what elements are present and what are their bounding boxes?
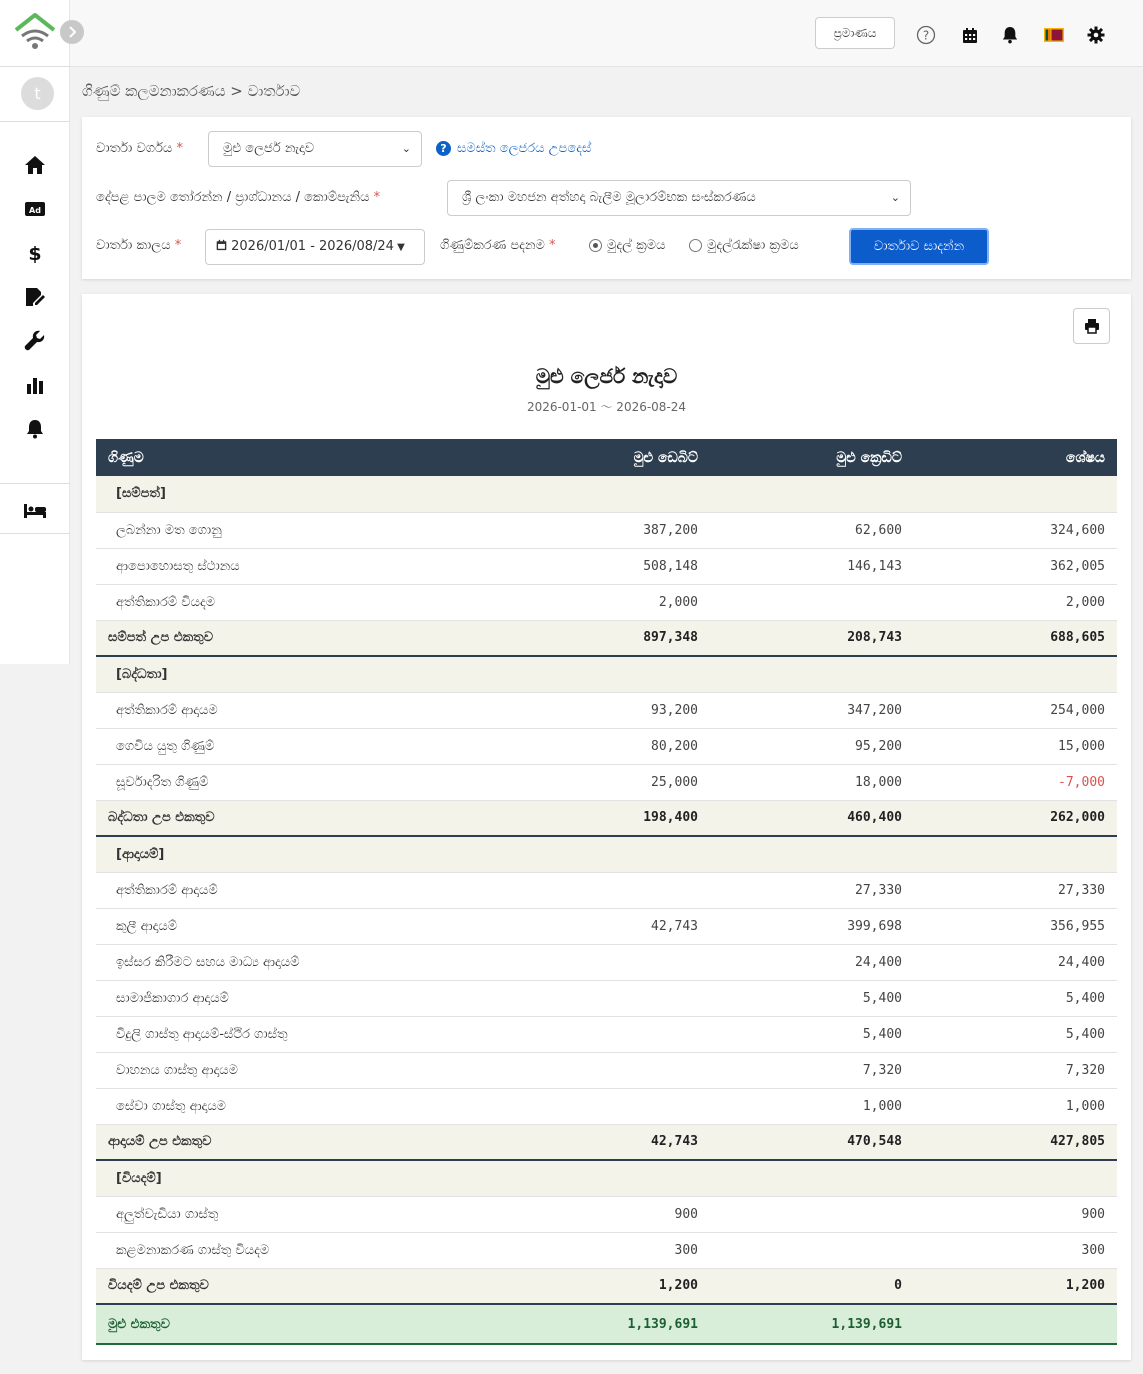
- balance-value: 324,600: [914, 512, 1117, 548]
- help-icon: ?: [436, 141, 451, 156]
- balance-value: 262,000: [914, 800, 1117, 836]
- balance-value: 362,005: [914, 548, 1117, 584]
- account-name: ලබන්නා මත ගොනු: [96, 512, 506, 548]
- filter-panel: [82, 117, 1131, 279]
- debit-value: 900: [506, 1196, 710, 1232]
- subtotal-row: [96, 1124, 1117, 1160]
- bed-icon[interactable]: [23, 499, 47, 523]
- category-name: [වියදම්]: [96, 1160, 1117, 1196]
- balance-value: 2,000: [914, 584, 1117, 620]
- table-row[interactable]: [96, 764, 1117, 800]
- table-header: [96, 439, 1117, 476]
- ledger-body: [96, 476, 1117, 1344]
- account-name: වියදම් උප එකතුව: [96, 1268, 506, 1304]
- account-name: ඉස්සර කිරීමට සහය මාධ්‍ය ආදායම්: [96, 944, 506, 980]
- credit-value: 1,000: [710, 1088, 914, 1124]
- account-name: අලුත්වැඩියා ගාස්තු: [96, 1196, 506, 1232]
- credit-value: [710, 1232, 914, 1268]
- home-icon[interactable]: [23, 153, 47, 177]
- account-name: සාමාජිකාගාර ආදායම්: [96, 980, 506, 1016]
- category-row: [96, 476, 1117, 512]
- debit-value: 42,743: [506, 908, 710, 944]
- credit-value: 208,743: [710, 620, 914, 656]
- subtotal-row: [96, 1268, 1117, 1304]
- credit-value: 5,400: [710, 980, 914, 1016]
- debit-value: 2,000: [506, 584, 710, 620]
- company-select[interactable]: ශ්‍රී ලංකා මහජන අත්හදා බැලීම මූලාරම්භක සංස්කරණය ⌄: [447, 180, 911, 216]
- report-period: 2026-01-01 〜 2026-08-24: [526, 400, 687, 414]
- debit-value: 80,200: [506, 728, 710, 764]
- ad-icon[interactable]: [23, 197, 47, 221]
- credit-value: 460,400: [710, 800, 914, 836]
- radio-checked-icon: [589, 239, 602, 252]
- credit-value: 399,698: [710, 908, 914, 944]
- table-row[interactable]: [96, 1232, 1117, 1268]
- credit-value: 62,600: [710, 512, 914, 548]
- expand-sidebar-button[interactable]: [60, 20, 84, 44]
- category-row: [96, 656, 1117, 692]
- credit-value: 347,200: [710, 692, 914, 728]
- table-row[interactable]: [96, 944, 1117, 980]
- balance-value: 15,000: [914, 728, 1117, 764]
- balance-value: 5,400: [914, 980, 1117, 1016]
- sri-lanka-flag-icon[interactable]: [1043, 24, 1065, 46]
- table-row[interactable]: [96, 1196, 1117, 1232]
- account-name: අත්තිකාරම් ආදායම: [96, 692, 506, 728]
- report-type-label: වාර්තා වර්ගය *: [96, 141, 183, 156]
- debit-value: 25,000: [506, 764, 710, 800]
- balance-value: 7,320: [914, 1052, 1117, 1088]
- debit-value: 198,400: [506, 800, 710, 836]
- table-row[interactable]: [96, 872, 1117, 908]
- table-row[interactable]: [96, 1088, 1117, 1124]
- debit-value: 897,348: [506, 620, 710, 656]
- sidebar: [0, 0, 70, 664]
- balance-value: 254,000: [914, 692, 1117, 728]
- debit-value: [506, 980, 710, 1016]
- table-row[interactable]: [96, 1016, 1117, 1052]
- debit-value: [506, 1088, 710, 1124]
- gear-icon[interactable]: [1085, 24, 1107, 46]
- grand-total-row: [96, 1304, 1117, 1344]
- subtotal-row: [96, 800, 1117, 836]
- breadcrumb: ගිණුම් කලමනාකරණය > වාර්තාව: [82, 82, 301, 100]
- debit-value: [506, 944, 710, 980]
- debit-value: 1,200: [506, 1268, 710, 1304]
- account-name: බද්ධතා උප එකතුව: [96, 800, 506, 836]
- category-name: [ආදායම්]: [96, 836, 1117, 872]
- divider: [0, 66, 70, 67]
- debit-value: 300: [506, 1232, 710, 1268]
- balance-value: 427,805: [914, 1124, 1117, 1160]
- account-name: අත්තිකාරම් ආදායම්: [96, 872, 506, 908]
- basis-cash-radio[interactable]: මුදල් ක්‍රමය: [589, 238, 665, 253]
- credit-value: 24,400: [710, 944, 914, 980]
- category-row: [96, 1160, 1117, 1196]
- period-label: වාර්තා කාලය *: [96, 238, 182, 253]
- generate-report-button[interactable]: වාර්තාව සාදන්න: [849, 228, 989, 265]
- basis-label: ගිණුම්කරණ පදනම *: [440, 238, 556, 253]
- debit-value: 1,139,691: [506, 1304, 710, 1344]
- debit-value: [506, 1016, 710, 1052]
- radio-unchecked-icon: [689, 239, 702, 252]
- table-row[interactable]: [96, 980, 1117, 1016]
- table-row[interactable]: [96, 728, 1117, 764]
- table-row[interactable]: [96, 692, 1117, 728]
- debit-value: 42,743: [506, 1124, 710, 1160]
- logo-icon[interactable]: [14, 12, 56, 52]
- credit-value: 27,330: [710, 872, 914, 908]
- balance-value: 900: [914, 1196, 1117, 1232]
- account-name: කළමනාකරණ ගාස්තු වියදම: [96, 1232, 506, 1268]
- account-name: මුළු එකතුව: [96, 1304, 506, 1344]
- printer-icon: [1084, 318, 1100, 334]
- balance-value: -7,000: [914, 764, 1117, 800]
- credit-value: 5,400: [710, 1016, 914, 1052]
- help-link[interactable]: ? සමස්ත ලෙජරය උපදෙස්: [436, 141, 591, 156]
- table-row[interactable]: [96, 908, 1117, 944]
- account-name: ගෙවිය යුතු ගිණුම්: [96, 728, 506, 764]
- report-type-select[interactable]: මුළු ලෙජර් නැදාව ⌄: [208, 131, 422, 167]
- credit-value: 18,000: [710, 764, 914, 800]
- balance-value: 356,955: [914, 908, 1117, 944]
- account-name: කුලී ආදායම්: [96, 908, 506, 944]
- table-row[interactable]: [96, 548, 1117, 584]
- account-name: වාහනය ගාස්තු ආදායම: [96, 1052, 506, 1088]
- debit-value: 387,200: [506, 512, 710, 548]
- balance-value: 688,605: [914, 620, 1117, 656]
- column-header-account: ගිණුම: [96, 439, 506, 476]
- balance-value: 1,200: [914, 1268, 1117, 1304]
- wrench-icon[interactable]: [23, 329, 47, 353]
- divider: [0, 533, 70, 534]
- column-header-balance: ශේෂය: [914, 439, 1117, 476]
- table-row[interactable]: [96, 1052, 1117, 1088]
- top-bar: [70, 0, 1143, 67]
- column-header-debit: මුළු ඩෙබිට්: [506, 439, 710, 476]
- svg-text:Ad: Ad: [29, 206, 41, 215]
- column-header-credit: මුළු ක්‍රෙඩිට්: [710, 439, 914, 476]
- credit-value: [710, 1196, 914, 1232]
- balance-value: 1,000: [914, 1088, 1117, 1124]
- credit-value: 146,143: [710, 548, 914, 584]
- debit-value: [506, 872, 710, 908]
- print-button[interactable]: [1073, 308, 1110, 344]
- balance-value: [914, 1304, 1117, 1344]
- verify-button[interactable]: ප්‍රමාණය: [815, 17, 895, 49]
- category-row: [96, 836, 1117, 872]
- divider: [0, 121, 70, 122]
- ledger-table: [96, 439, 1117, 1345]
- svg-text:?: ?: [922, 28, 930, 43]
- credit-value: 7,320: [710, 1052, 914, 1088]
- bar-chart-icon[interactable]: [23, 373, 47, 397]
- svg-text:$: $: [28, 243, 42, 264]
- debit-value: 93,200: [506, 692, 710, 728]
- calendar-icon[interactable]: [959, 24, 981, 46]
- category-name: [සම්පත්]: [96, 476, 1117, 512]
- avatar[interactable]: t: [21, 77, 54, 110]
- balance-value: 300: [914, 1232, 1117, 1268]
- credit-value: 0: [710, 1268, 914, 1304]
- help-icon[interactable]: [915, 24, 937, 46]
- period-picker[interactable]: 2026/01/01 - 2026/08/24 ▼: [205, 229, 425, 265]
- table-row[interactable]: [96, 584, 1117, 620]
- balance-value: 5,400: [914, 1016, 1117, 1052]
- account-name: සම්පත් උප එකතුව: [96, 620, 506, 656]
- account-name: සේවා ගාස්තු ආදායම: [96, 1088, 506, 1124]
- debit-value: 508,148: [506, 548, 710, 584]
- calendar-icon: [216, 239, 227, 251]
- account-name: අත්තිකාරම් වියදම: [96, 584, 506, 620]
- credit-value: 1,139,691: [710, 1304, 914, 1344]
- bell-icon[interactable]: [999, 24, 1021, 46]
- report-title: මුළු ලෙජර් නැදාව: [535, 364, 678, 388]
- balance-value: 24,400: [914, 944, 1117, 980]
- company-label: දේපළ පාලම තෝරන්න / ප්‍රාග්ධානය / කොම්පැනිය *: [96, 190, 381, 205]
- account-name: සූර්වාදරිත ගිණුම්: [96, 764, 506, 800]
- dollar-icon[interactable]: [23, 241, 47, 265]
- basis-accrual-radio[interactable]: මුදල්රැක්ෂා ක්‍රමය: [689, 238, 799, 253]
- edit-document-icon[interactable]: [23, 285, 47, 309]
- account-name: විදුලි ගාස්තු ආදායම්-ස්ථිර ගාස්තු: [96, 1016, 506, 1052]
- subtotal-row: [96, 620, 1117, 656]
- credit-value: [710, 584, 914, 620]
- divider: [0, 483, 70, 484]
- category-name: [බද්ධතා]: [96, 656, 1117, 692]
- balance-value: 27,330: [914, 872, 1117, 908]
- debit-value: [506, 1052, 710, 1088]
- bell-icon[interactable]: [23, 417, 47, 441]
- credit-value: 470,548: [710, 1124, 914, 1160]
- account-name: ආදායම් උප එකතුව: [96, 1124, 506, 1160]
- table-row[interactable]: [96, 512, 1117, 548]
- credit-value: 95,200: [710, 728, 914, 764]
- account-name: ආපොහොසතු ස්ථානය: [96, 548, 506, 584]
- report-panel: [82, 294, 1131, 1360]
